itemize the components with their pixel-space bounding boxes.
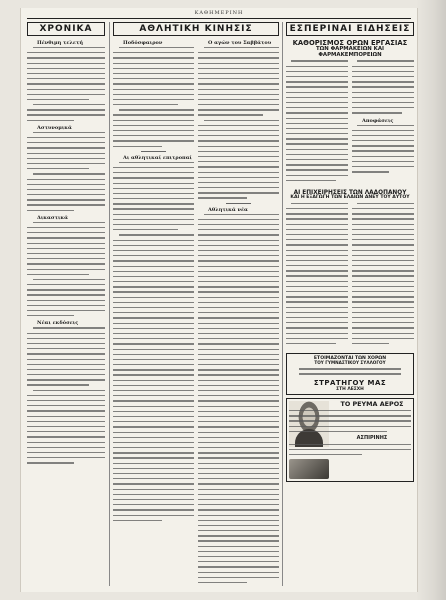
article-title: Νέαι εκδόσεις [37,320,79,327]
headline-pharmacies: ΚΑΘΟΡΙΣΜΟΣ ΟΡΩΝ ΕΡΓΑΣΙΑΣ [292,39,408,47]
article-title: Ποδόσφαιρον [123,40,163,46]
ad-line: ΤΟΥ ΓΥΜΝΑΣΤΙΚΟΥ ΣΥΛΛΟΓΟΥ [314,360,386,366]
article-body [27,327,105,463]
ad-line: ΕΤΟΙΜΑΖΟΝΤΑΙ ΤΩΝ ΧΟΡΩΝ [313,356,387,362]
running-head: ΚΑΘΗΜΕΡΙΝΗ [194,10,244,16]
ad-aspirin-brand: ΑΣΠΙΡΙΝΗΣ [356,435,388,441]
article-body [27,222,105,317]
advertisement-box [286,353,414,395]
portrait-image [289,401,329,447]
column-divider [282,22,283,586]
article-title: Αστυνομικά [37,124,72,131]
column-header-sports: ΑΘΛΗΤΙΚΗ ΚΙΝΗΣΙΣ [113,22,279,36]
article-title: Αθλητικά νέα [208,206,248,213]
ad-aspirin-title: ΤΟ ΡΕΥΜΑ ΑΕΡΟΣ [340,399,404,408]
column-evening-news [286,38,414,586]
product-image [289,459,329,479]
article-title: Αι αθλητικαί επιτροπαί [123,154,192,161]
column-header-evening-news: ΕΣΠΕΡΙΝΑΙ ΕΙΔΗΣΕΙΣ [286,22,414,36]
sports-subcolumn [113,38,194,586]
article-body [27,132,105,211]
top-rule [27,18,411,19]
article-title: Δικαστικά [37,214,68,221]
headline-oil-sub: ΚΑΙ Η ΕΞΑΓΩΓΗ ΤΩΝ ΕΛΑΙΩΝ ΑΝΕΥ ΤΟΥ ΑΥΤΟΥ [290,195,410,201]
column-chronika [27,38,105,586]
column-header-chronika: ΧΡΟΝΙΚΑ [27,22,105,36]
headline-oil: ΑΙ ΕΠΙΧΕΙΡΗΣΕΙΣ ΤΩΝ ΛΑΔΟΠΑΝΟΥ [293,189,407,196]
page-shadow [416,0,446,600]
ad-line: ΣΤΗ ΛΕΣΧΗ [336,386,364,392]
subhead-decisions: Αποφάσεις [362,117,394,124]
article-body [27,47,105,121]
headline-pharmacies-sub: ΤΩΝ ΦΑΡΜΑΚΕΙΩΝ ΚΑΙ ΦΑΡΜΑΚΕΜΠΟΡΕΙΩΝ [315,46,385,58]
advertisement-aspirin [286,398,414,483]
ad-headline: ΣΤΡΑΤΗΓΟΥ ΜΑΣ [313,378,387,387]
sports-subcolumn [198,38,279,586]
article-title: Ο αγών του Σαββάτου [208,40,272,46]
newspaper-page [20,8,418,592]
article-title: Πένθιμη τελετή [37,40,83,46]
column-divider [109,22,110,586]
column-sports [113,38,279,586]
